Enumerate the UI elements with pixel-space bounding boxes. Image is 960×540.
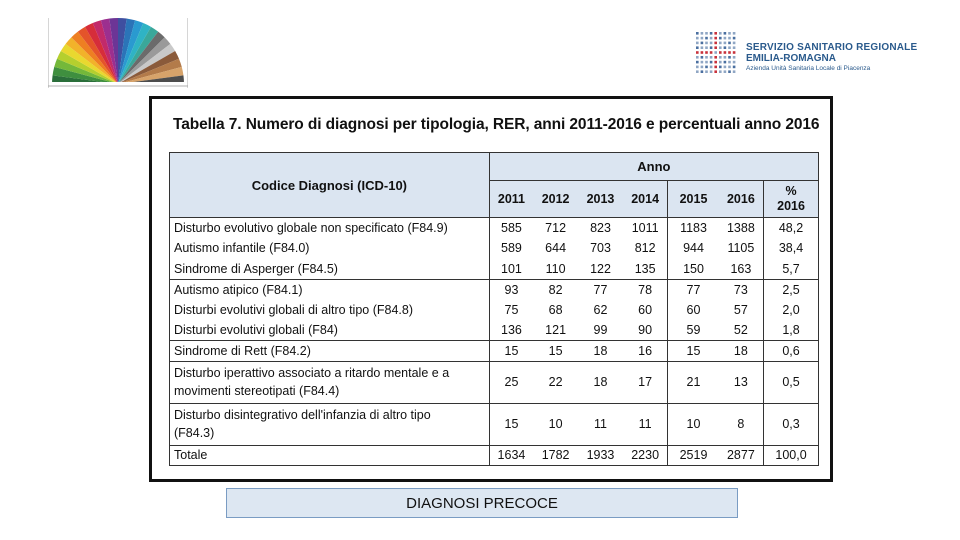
cell-count: 57 — [733, 302, 748, 317]
cell-count: 68 — [548, 302, 563, 317]
logo-line-1: SERVIZIO SANITARIO REGIONALE — [746, 42, 918, 53]
cell-count: 11 — [578, 403, 623, 445]
cell-count: 712 — [545, 221, 567, 235]
logo-dot — [705, 46, 708, 49]
logo-dot — [733, 56, 736, 59]
cell-count: 1782 — [533, 445, 578, 466]
cell-count: 1933 — [578, 445, 623, 466]
row-label — [170, 218, 490, 239]
cell-count: 25 — [489, 361, 533, 403]
cell-count: 60 — [623, 300, 668, 321]
logo-dot — [733, 32, 736, 35]
row-label-line: Autismo atipico (F84.1) — [174, 282, 303, 297]
cell-count: 17 — [623, 361, 668, 403]
table-row — [170, 279, 819, 300]
logo-dot — [719, 51, 722, 54]
cell-count: 13 — [719, 361, 764, 403]
row-label-line: (F84.3) — [174, 426, 215, 440]
row-label — [170, 259, 490, 280]
logo-dot — [724, 46, 727, 49]
cell-count: 77 — [593, 282, 608, 297]
cell-count: 11 — [623, 403, 668, 445]
logo-dot — [710, 51, 713, 54]
cell-count: 121 — [533, 320, 578, 341]
logo-dot — [728, 66, 731, 69]
cell-count: 10 — [533, 403, 578, 445]
table-row — [170, 320, 819, 341]
cell-count: 77 — [686, 282, 701, 297]
logo-dot — [696, 32, 699, 35]
cell-count: 823 — [590, 221, 611, 235]
logo-dot — [714, 51, 717, 54]
logo-dot — [733, 61, 736, 64]
cell-count: 812 — [623, 238, 668, 259]
cell-count: 8 — [719, 403, 764, 445]
logo-dot — [705, 32, 708, 35]
logo-dot — [728, 56, 731, 59]
header-codice: Codice Diagnosi (ICD-10) — [170, 153, 490, 218]
logo-dot — [705, 61, 708, 64]
header-year-2013: 2013 — [578, 181, 623, 218]
logo-dot — [733, 66, 736, 69]
row-label-line: Totale — [174, 448, 208, 463]
logo-dot — [710, 56, 713, 59]
cell-count: 16 — [623, 341, 668, 362]
logo-dot — [701, 56, 704, 59]
logo-dot — [696, 66, 699, 69]
logo-dot — [701, 32, 704, 35]
rainbow-fan-logo — [48, 14, 188, 88]
cell-count: 78 — [623, 279, 668, 300]
cell-percent: 0,5 — [764, 361, 819, 403]
logo-dot — [701, 66, 704, 69]
logo-dot — [696, 37, 699, 40]
cell-count: 585 — [501, 221, 522, 235]
logo-dot — [705, 37, 708, 40]
header-percent-year: 2016 — [777, 199, 805, 213]
cell-count: 2230 — [623, 445, 668, 466]
logo-dot — [714, 61, 717, 64]
cell-count: 150 — [668, 259, 719, 280]
logo-dot — [733, 42, 736, 45]
cell-count: 1183 — [680, 221, 707, 235]
logo-dot — [714, 46, 717, 49]
logo-dot — [705, 42, 708, 45]
logo-dot — [701, 42, 704, 45]
cell-count: 15 — [489, 341, 533, 362]
logo-dot — [733, 51, 736, 54]
cell-count: 60 — [686, 302, 701, 317]
logo-dot — [710, 70, 713, 73]
logo-line-3: Azienda Unità Sanitaria Locale di Piacenza — [746, 65, 871, 72]
table-row — [170, 218, 819, 239]
cell-count: 703 — [590, 241, 611, 256]
row-label — [170, 279, 490, 300]
cell-count: 644 — [545, 241, 567, 256]
row-label-line: Autismo infantile (F84.0) — [174, 241, 310, 256]
logo-dot — [696, 56, 699, 59]
logo-dot — [719, 56, 722, 59]
row-label-line: Sindrome di Rett (F84.2) — [174, 343, 311, 358]
cell-percent: 1,8 — [764, 320, 819, 341]
row-label-line: Disturbo iperattivo associato a ritardo mentale e a — [174, 366, 450, 380]
logo-dot — [701, 37, 704, 40]
cell-count: 62 — [593, 302, 608, 317]
cell-count: 15 — [533, 341, 578, 362]
cell-count: 1634 — [489, 445, 533, 466]
logo-dot — [719, 66, 722, 69]
logo-dot — [701, 61, 704, 64]
header-year-2012: 2012 — [533, 181, 578, 218]
header-anno: Anno — [489, 153, 818, 181]
logo-dot — [724, 42, 727, 45]
row-label — [170, 238, 490, 259]
logo-dot — [719, 46, 722, 49]
cell-count: 1388 — [726, 221, 755, 235]
row-label — [170, 403, 490, 445]
cell-count: 135 — [623, 259, 668, 280]
table-frame — [149, 96, 833, 482]
logo-dot — [714, 37, 717, 40]
table-row — [170, 361, 819, 403]
logo-dot — [705, 66, 708, 69]
cell-count: 2877 — [719, 445, 764, 466]
cell-count: 122 — [578, 259, 623, 280]
logo-dot — [728, 42, 731, 45]
cell-count: 2519 — [668, 445, 719, 466]
cell-count: 944 — [683, 241, 704, 256]
cell-count: 99 — [578, 320, 623, 341]
logo-dot — [696, 70, 699, 73]
logo-dot — [728, 32, 731, 35]
cell-count: 93 — [504, 282, 519, 297]
cell-count: 110 — [533, 259, 578, 280]
dot-grid-icon — [694, 30, 738, 76]
cell-count: 52 — [719, 320, 764, 341]
cell-percent: 100,0 — [764, 445, 819, 466]
logo-dot — [724, 61, 727, 64]
logo-dot — [724, 70, 727, 73]
logo-dot — [710, 66, 713, 69]
table-row — [170, 341, 819, 362]
cell-count: 10 — [668, 403, 719, 445]
logo-line-2: EMILIA-ROMAGNA — [746, 53, 836, 64]
row-label — [170, 361, 490, 403]
logo-dot — [719, 42, 722, 45]
logo-dot — [710, 42, 713, 45]
cell-percent: 2,0 — [764, 300, 819, 321]
logo-dot — [733, 46, 736, 49]
table-row — [170, 403, 819, 445]
row-label — [170, 320, 490, 341]
logo-dot — [724, 51, 727, 54]
logo-dot — [714, 70, 717, 73]
logo-dot — [701, 51, 704, 54]
logo-dot — [714, 66, 717, 69]
logo-dot — [728, 51, 731, 54]
cell-count: 15 — [668, 341, 719, 362]
cell-count: 18 — [578, 341, 623, 362]
cell-count: 21 — [668, 361, 719, 403]
row-label — [170, 445, 490, 466]
cell-percent: 0,6 — [764, 341, 819, 362]
cell-count: 90 — [623, 320, 668, 341]
cell-count: 73 — [733, 282, 748, 297]
logo-dot — [696, 61, 699, 64]
table-row — [170, 259, 819, 280]
row-label-line: Disturbi evolutivi globali (F84) — [174, 323, 338, 337]
logo-dot — [696, 42, 699, 45]
logo-dot — [724, 56, 727, 59]
logo-dot — [733, 37, 736, 40]
cell-count: 59 — [668, 320, 719, 341]
logo-dot — [719, 70, 722, 73]
row-label — [170, 341, 490, 362]
logo-dot — [710, 37, 713, 40]
cell-count: 18 — [719, 341, 764, 362]
cell-percent: 5,7 — [764, 259, 819, 280]
table-row — [170, 238, 819, 259]
logo-dot — [696, 51, 699, 54]
cell-count: 163 — [719, 259, 764, 280]
cell-percent: 38,4 — [764, 238, 819, 259]
cell-percent: 0,3 — [764, 403, 819, 445]
logo-dot — [724, 66, 727, 69]
logo-dot — [705, 70, 708, 73]
logo-dot — [710, 46, 713, 49]
logo-dot — [724, 37, 727, 40]
logo-dot — [701, 46, 704, 49]
row-label-line: movimenti stereotipati (F84.4) — [174, 384, 340, 398]
header-year-2015: 2015 — [668, 181, 719, 218]
header-year-2016: 2016 — [719, 181, 764, 218]
logo-dot — [714, 32, 717, 35]
logo-dot — [701, 70, 704, 73]
row-label — [170, 300, 490, 321]
diagnosi-precoce-banner: DIAGNOSI PRECOCE — [226, 488, 738, 518]
cell-count: 589 — [501, 241, 522, 256]
cell-count: 82 — [548, 282, 563, 297]
diagnosis-table — [169, 152, 819, 466]
cell-count: 1011 — [623, 218, 668, 239]
header-year-2014: 2014 — [623, 181, 668, 218]
logo-dot — [728, 70, 731, 73]
row-label-line: Disturbo disintegrativo dell'infanzia di altro tipo — [174, 408, 431, 422]
logo-dot — [696, 46, 699, 49]
cell-percent: 48,2 — [764, 218, 819, 239]
table-title: Tabella 7. Numero di diagnosi per tipologia, RER, anni 2011-2016 e percentuali anno 2016 — [173, 116, 820, 133]
logo-dot — [714, 56, 717, 59]
logo-dot — [710, 32, 713, 35]
table-row — [170, 445, 819, 466]
logo-text — [746, 42, 917, 74]
servizio-sanitario-logo — [694, 30, 924, 80]
row-label-line: Sindrome di Asperger (F84.5) — [174, 261, 338, 276]
logo-dot — [705, 51, 708, 54]
table-row — [170, 300, 819, 321]
logo-dot — [728, 61, 731, 64]
logo-dot — [719, 32, 722, 35]
cell-count: 22 — [533, 361, 578, 403]
cell-count: 75 — [504, 302, 519, 317]
logo-dot — [714, 42, 717, 45]
cell-count: 15 — [489, 403, 533, 445]
logo-dot — [733, 70, 736, 73]
logo-dot — [719, 37, 722, 40]
logo-dot — [728, 37, 731, 40]
cell-count: 1105 — [727, 241, 755, 256]
header-percent-2016 — [764, 181, 819, 218]
logo-dot — [719, 61, 722, 64]
cell-count: 101 — [489, 259, 533, 280]
cell-count: 136 — [489, 320, 533, 341]
logo-dot — [705, 56, 708, 59]
logo-dot — [724, 32, 727, 35]
header-percent-symbol: % — [785, 184, 797, 198]
logo-dot — [710, 61, 713, 64]
cell-percent: 2,5 — [764, 279, 819, 300]
row-label-line: Disturbo evolutivo globale non specificato (F84.9) — [174, 221, 448, 235]
header-year-2011: 2011 — [489, 181, 533, 218]
logo-dot — [728, 46, 731, 49]
cell-count: 18 — [578, 361, 623, 403]
row-label-line: Disturbi evolutivi globali di altro tipo (F84.8) — [174, 302, 413, 317]
